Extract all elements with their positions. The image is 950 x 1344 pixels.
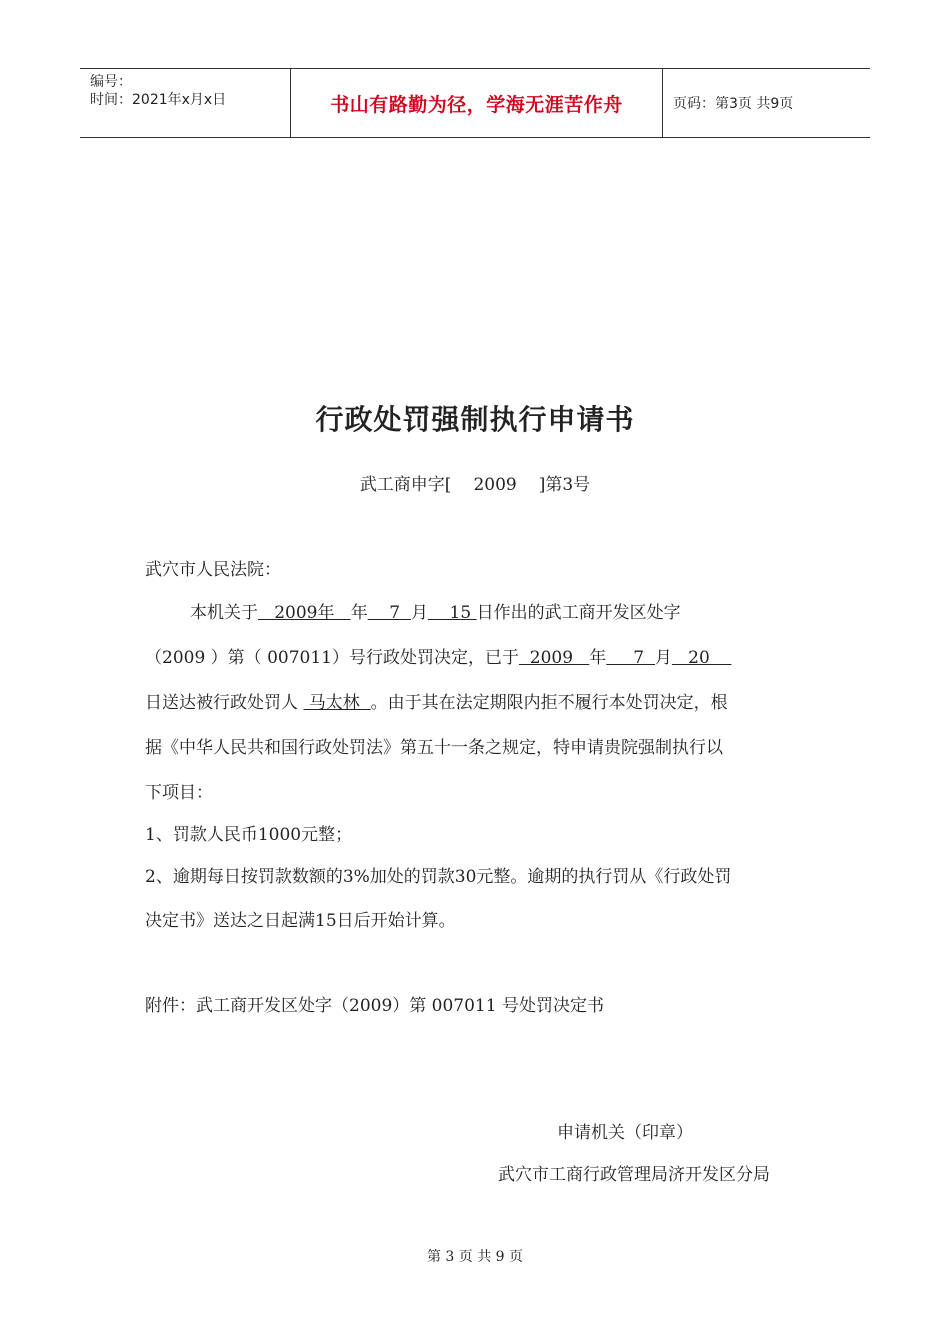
header-meta — [80, 69, 291, 137]
attachment: 附件：武工商开发区处字（2009）第 007011 号处罚决定书 — [145, 996, 604, 1016]
header-motto: 书山有路勤为径，学海无涯苦作舟 — [291, 69, 663, 137]
number-label: 编号： — [90, 74, 132, 90]
header-page-info: 页码：第3页 共9页 — [673, 96, 794, 112]
p2-text-b: 年 — [589, 648, 607, 668]
applicant-org: 武穴市工商行政管理局济开发区分局 — [498, 1165, 770, 1185]
paragraph-line-3 — [145, 688, 728, 713]
page-footer: 第 3 页 共 9 页 — [426, 1249, 524, 1265]
p2-year-blank: 2009 — [518, 648, 590, 668]
applicant-label: 申请机关（印章） — [557, 1123, 693, 1143]
p2-text-a: （2009 ）第（ 007011）号行政处罚决定，已于 — [145, 648, 519, 668]
paragraph-line-2 — [145, 643, 731, 668]
p2-day-blank: 20 — [671, 648, 732, 668]
document-number — [0, 470, 950, 495]
page-header — [80, 68, 870, 138]
paragraph-line-5: 下项目： — [145, 783, 213, 803]
paragraph-line-4: 据《中华人民共和国行政处罚法》第五十一条之规定，特申请贵院强制执行以 — [145, 738, 723, 758]
addressee: 武穴市人民法院： — [145, 560, 281, 580]
p1-text-b: 年 — [350, 603, 368, 623]
document-title: 行政处罚强制执行申请书 — [315, 403, 635, 436]
p1-year-blank: 2009年 — [258, 603, 351, 623]
p2-month-blank: 7 — [606, 648, 655, 668]
p1-text-a: 本机关于 — [190, 603, 258, 623]
p3-name-blank: 马太林 — [303, 693, 371, 713]
item-1: 1、罚款人民币1000元整； — [145, 825, 353, 845]
p3-text-b: 。由于其在法定期限内拒不履行本处罚决定，根 — [370, 693, 728, 713]
p1-day-blank: 15 — [427, 603, 477, 623]
docno-suffix: ]第3号 — [538, 475, 591, 495]
p3-text-a: 日送达被行政处罚人 — [145, 693, 304, 713]
p2-text-c: 月 — [654, 648, 672, 668]
p1-text-c: 月 — [410, 603, 428, 623]
p1-month-blank: 7 — [367, 603, 411, 623]
p1-text-d: 日作出的武工商开发区处字 — [476, 603, 681, 623]
docno-year: 2009 — [473, 475, 517, 495]
item-2-line-1: 2、逾期每日按罚款数额的3%加处的罚款30元整。逾期的执行罚从《行政处罚 — [145, 867, 732, 887]
item-2-line-2: 决定书》送达之日起满15日后开始计算。 — [145, 911, 456, 931]
paragraph-line-1 — [190, 598, 681, 623]
docno-prefix: 武工商申字[ — [359, 475, 452, 495]
time-label: 时间：2021年x月x日 — [90, 92, 227, 108]
